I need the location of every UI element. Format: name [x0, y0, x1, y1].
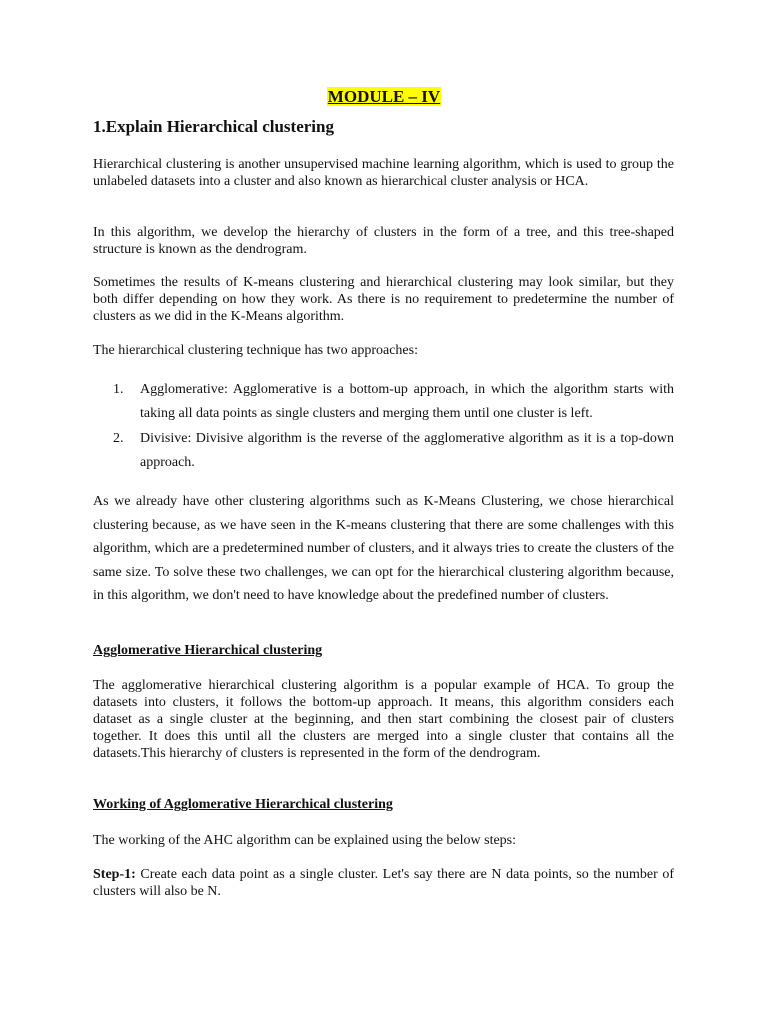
list-item	[113, 427, 674, 475]
list-item-text: Divisive: Divisive algorithm is the reverse of the agglomerative algorithm as it is a top-down approach.	[140, 431, 674, 470]
agglomerative-paragraph: The agglomerative hierarchical clustering algorithm is a popular example of HCA. To group the datasets into clusters, it follows the bottom-up approach. It means, this algorithm considers each dataset as a single cluster at the beginning, and then start combining the closest pair of clusters together. It does this until all the clusters are merged into a single cluster that contains all the datasets.This hierarchy of clusters is represented in the form of the dendrogram.	[93, 678, 674, 761]
agglomerative-heading: Agglomerative Hierarchical clustering	[93, 643, 323, 658]
kmeans-paragraph: Sometimes the results of K-means clustering and hierarchical clustering may look similar, but they both differ depending on how they work. As there is no requirement to predetermine the number of clusters as we did in the K-Means algorithm.	[93, 275, 674, 324]
intro-paragraph: Hierarchical clustering is another unsupervised machine learning algorithm, which is used to group the unlabeled datasets into a cluster and also known as hierarchical cluster analysis or HCA.	[93, 157, 674, 189]
list-item-number: 1.	[113, 382, 124, 397]
tree-paragraph: In this algorithm, we develop the hierarchy of clusters in the form of a tree, and this tree-shaped structure is known as the dendrogram.	[93, 225, 674, 257]
step-1-paragraph	[93, 866, 674, 900]
why-paragraph: As we already have other clustering algorithms such as K-Means Clustering, we chose hierarchical clustering because, as we have seen in the K-means clustering that there are some challenges with this algorithm, which are a predetermined number of clusters, and it always tries to create the clusters of the same size. To solve these two challenges, we can opt for the hierarchical clustering algorithm because, in this algorithm, we don't need to have knowledge about the predefined number of clusters.	[93, 494, 674, 603]
working-intro-paragraph: The working of the AHC algorithm can be explained using the below steps:	[93, 833, 517, 848]
question-heading: 1.Explain Hierarchical clustering	[93, 117, 334, 136]
module-title-text: MODULE – IV	[327, 87, 441, 106]
working-heading: Working of Agglomerative Hierarchical clustering	[93, 797, 393, 812]
list-item-text: Agglomerative: Agglomerative is a bottom-up approach, in which the algorithm starts with taking all data points as single clusters and merging them until one cluster is left.	[140, 382, 674, 421]
list-item	[113, 378, 674, 426]
step-1-text: Create each data point as a single cluster. Let's say there are N data points, so the number of clusters will also be N.	[93, 867, 675, 899]
step-1-label: Step-1:	[93, 867, 136, 882]
module-title	[0, 87, 768, 107]
list-item-number: 2.	[113, 431, 124, 446]
approaches-paragraph: The hierarchical clustering technique has two approaches:	[93, 343, 418, 358]
